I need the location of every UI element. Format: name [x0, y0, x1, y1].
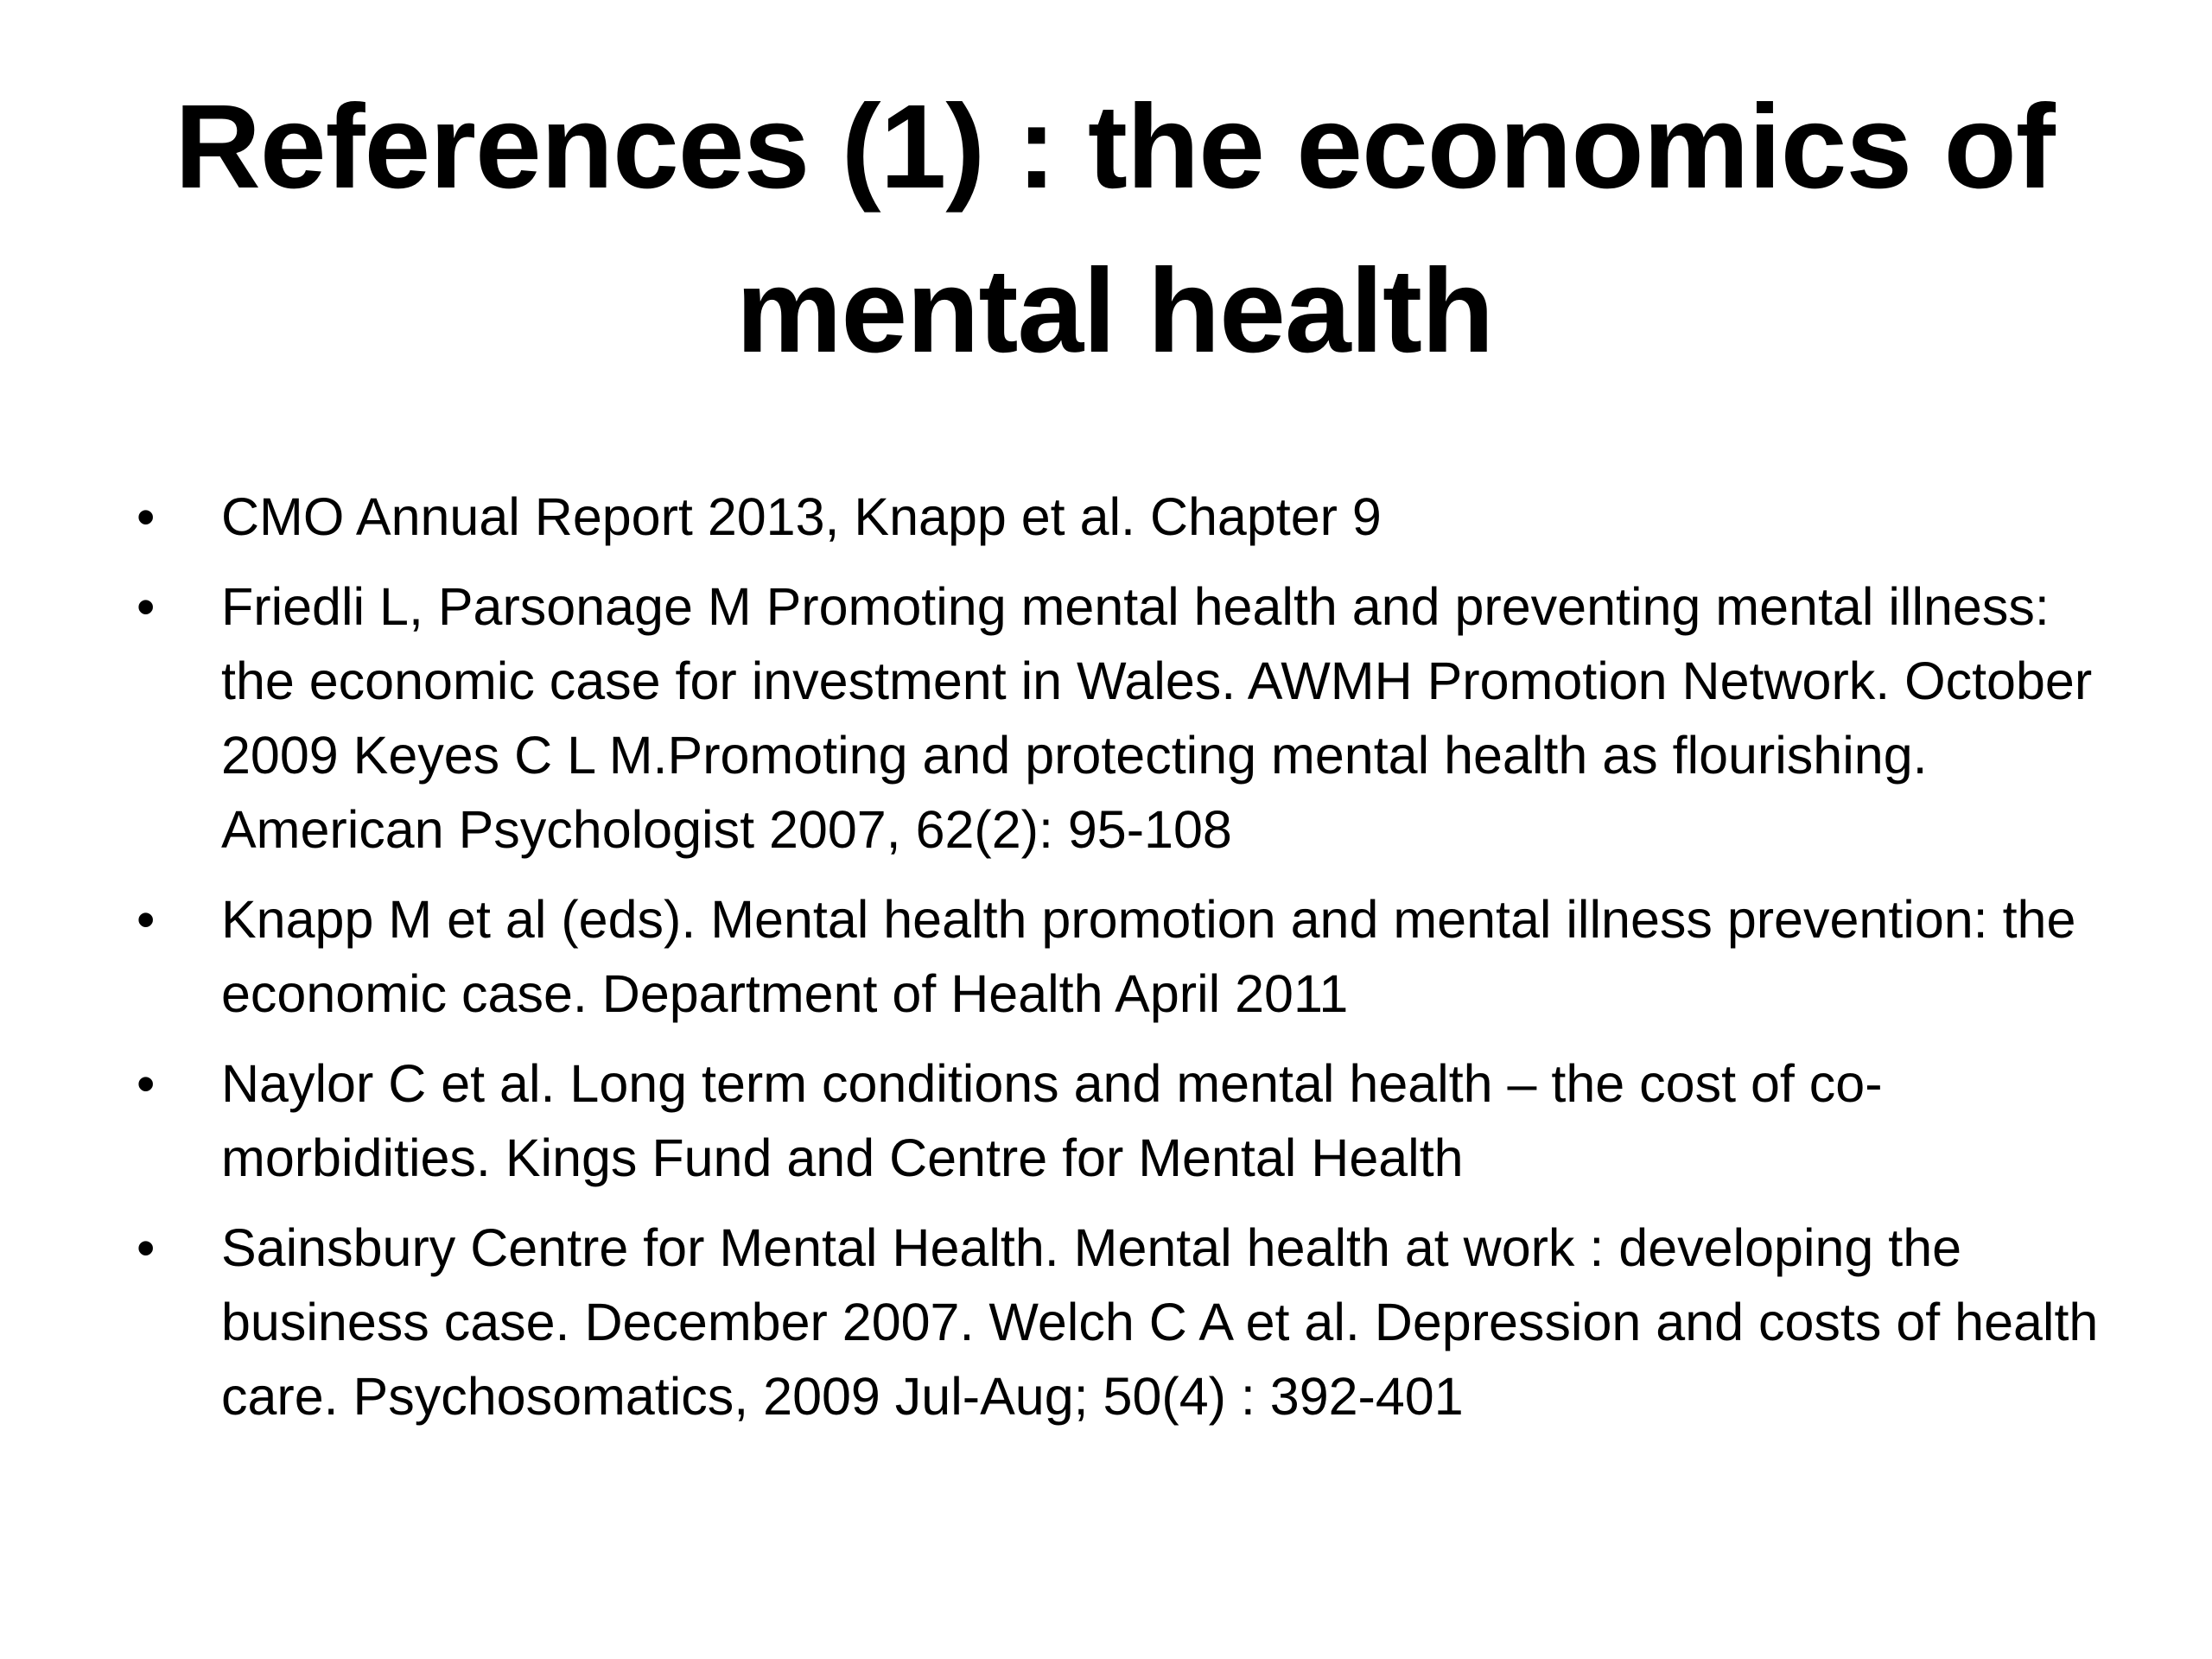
reference-item [130, 480, 2108, 554]
reference-item [130, 569, 2108, 867]
reference-text: Sainsbury Centre for Mental Health. Mental health at work : developing the business case. December 2007. Welch C A et al. Depression and costs of health care. Psychosomatics, 2009 Jul-Aug; 50(4) : 392-401 [221, 1218, 2099, 1426]
reference-item [130, 1211, 2108, 1433]
bullet-icon: • [137, 1218, 156, 1277]
reference-item [130, 882, 2108, 1031]
slide-title: References (1) : the economics of mental health [175, 80, 2055, 378]
reference-list [130, 480, 2108, 1449]
bullet-icon: • [137, 487, 156, 546]
bullet-icon: • [137, 1054, 156, 1113]
reference-text: Friedli L, Parsonage M Promoting mental health and preventing mental illness: the economic case for investment in Wales. AWMH Promotion Network. October 2009 Keyes C L M.Promoting and protecting mental health as flourishing. American Psychologist 2007, 62(2): 95-108 [221, 577, 2093, 859]
reference-item [130, 1046, 2108, 1195]
reference-text: Naylor C et al. Long term conditions and mental health – the cost of co-morbidities. Kings Fund and Centre for Mental Health [221, 1054, 1883, 1187]
reference-text: CMO Annual Report 2013, Knapp et al. Chapter 9 [221, 487, 1382, 546]
bullet-icon: • [137, 577, 156, 636]
reference-text: Knapp M et al (eds). Mental health promotion and mental illness prevention: the economic case. Department of Health April 2011 [221, 890, 2076, 1023]
bullet-icon: • [137, 890, 156, 949]
